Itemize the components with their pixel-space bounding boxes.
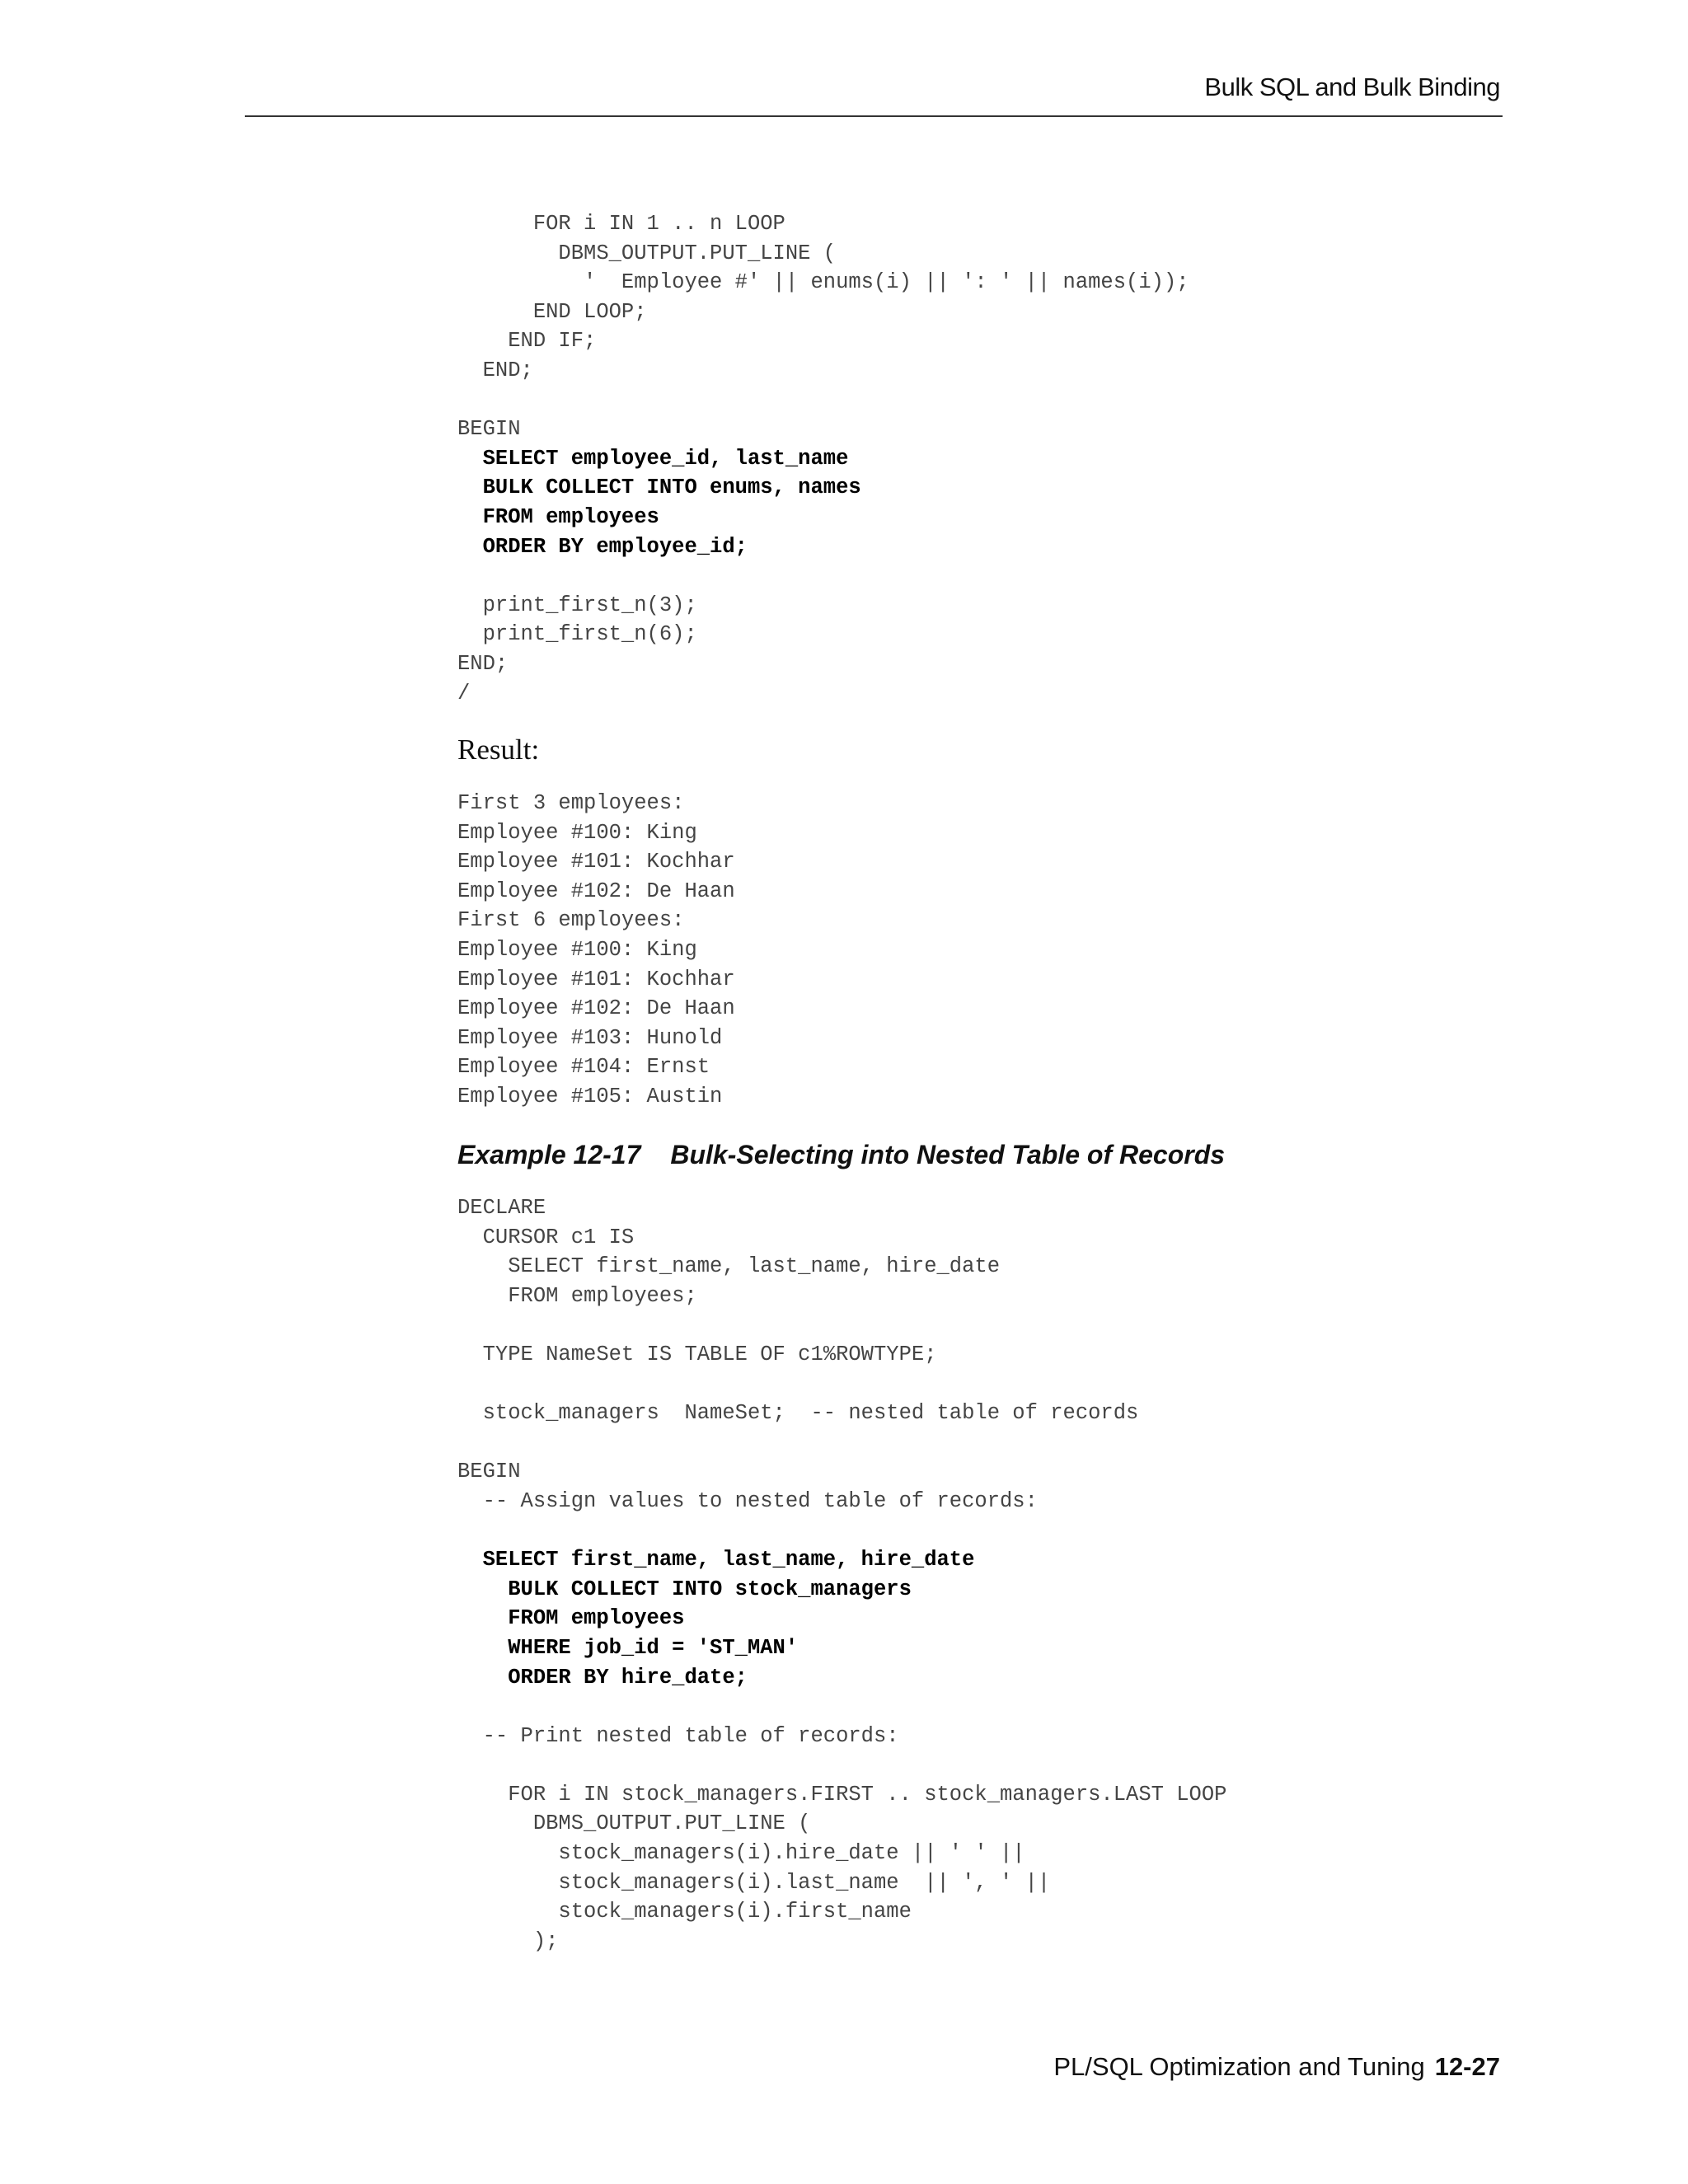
- code-line: FROM employees: [457, 1606, 685, 1631]
- code-line: -- Print nested table of records:: [457, 1723, 899, 1748]
- code-line: SELECT employee_id, last_name: [457, 446, 849, 471]
- code-line: stock_managers NameSet; -- nested table of records: [457, 1401, 1139, 1426]
- code-line: [457, 1310, 1226, 1340]
- code-line: [457, 1370, 1226, 1399]
- code-line: [457, 1750, 1226, 1780]
- footer-book-title: PL/SQL Optimization and Tuning: [1053, 2052, 1425, 2081]
- code-line: [457, 1428, 1226, 1458]
- code-line: First 6 employees:: [457, 908, 685, 933]
- code-line: Employee #102: De Haan: [457, 879, 735, 903]
- code-block-example: [457, 1193, 1226, 1956]
- code-line: CURSOR c1 IS: [457, 1225, 635, 1249]
- example-number: Example 12-17: [457, 1140, 641, 1169]
- code-line: SELECT first_name, last_name, hire_date: [457, 1254, 1001, 1279]
- code-block-continuation: [457, 209, 1189, 708]
- code-line: FOR i IN 1 .. n LOOP: [457, 212, 785, 236]
- example-title: [457, 1140, 1225, 1170]
- code-line: Employee #105: Austin: [457, 1084, 723, 1108]
- code-line: END;: [457, 358, 533, 382]
- code-line: END LOOP;: [457, 299, 647, 324]
- code-line: Employee #103: Hunold: [457, 1025, 723, 1050]
- code-line: BEGIN: [457, 417, 521, 442]
- code-line: [457, 561, 1189, 591]
- code-line: /: [457, 681, 471, 705]
- code-line: WHERE job_id = 'ST_MAN': [457, 1635, 799, 1660]
- code-line: BEGIN: [457, 1460, 521, 1484]
- code-line: FOR i IN stock_managers.FIRST .. stock_managers.LAST LOOP: [457, 1782, 1227, 1807]
- code-line: stock_managers(i).hire_date || ' ' ||: [457, 1841, 1025, 1866]
- code-line: DECLARE: [457, 1196, 546, 1220]
- code-line: END IF;: [457, 329, 597, 354]
- code-line: FROM employees;: [457, 1283, 697, 1308]
- code-line: First 3 employees:: [457, 791, 685, 815]
- code-line: END;: [457, 651, 509, 676]
- code-line: TYPE NameSet IS TABLE OF c1%ROWTYPE;: [457, 1342, 937, 1366]
- code-line: Employee #102: De Haan: [457, 996, 735, 1021]
- code-line: DBMS_OUTPUT.PUT_LINE (: [457, 241, 837, 265]
- code-line: Employee #100: King: [457, 937, 697, 962]
- code-line: );: [457, 1929, 559, 1953]
- example-caption: Bulk-Selecting into Nested Table of Records: [670, 1140, 1226, 1169]
- header-rule: [245, 115, 1503, 117]
- code-line: FROM employees: [457, 504, 659, 529]
- code-line: Employee #101: Kochhar: [457, 967, 735, 991]
- code-line: Employee #104: Ernst: [457, 1055, 710, 1080]
- code-line: Employee #100: King: [457, 820, 697, 845]
- running-header: Bulk SQL and Bulk Binding: [1204, 73, 1500, 101]
- page-number: 12-27: [1434, 2052, 1500, 2081]
- code-line: print_first_n(6);: [457, 622, 697, 647]
- code-line: Employee #101: Kochhar: [457, 850, 735, 874]
- code-line: ' Employee #' || enums(i) || ': ' || names(i));: [457, 270, 1189, 295]
- code-line: -- Assign values to nested table of records:: [457, 1488, 1038, 1513]
- code-line: [457, 1516, 1226, 1546]
- code-line: DBMS_OUTPUT.PUT_LINE (: [457, 1811, 811, 1836]
- code-line: ORDER BY hire_date;: [457, 1665, 748, 1690]
- code-line: BULK COLLECT INTO stock_managers: [457, 1577, 912, 1601]
- running-footer: [1053, 2052, 1500, 2082]
- result-output: [457, 789, 735, 1112]
- code-line: stock_managers(i).last_name || ', ' ||: [457, 1870, 1051, 1895]
- code-line: [457, 1692, 1226, 1722]
- result-heading: Result:: [457, 733, 540, 766]
- code-line: print_first_n(3);: [457, 593, 697, 617]
- code-line: SELECT first_name, last_name, hire_date: [457, 1548, 975, 1572]
- code-line: stock_managers(i).first_name: [457, 1900, 912, 1924]
- code-line: [457, 386, 1189, 415]
- code-line: ORDER BY employee_id;: [457, 534, 748, 559]
- code-line: BULK COLLECT INTO enums, names: [457, 476, 861, 500]
